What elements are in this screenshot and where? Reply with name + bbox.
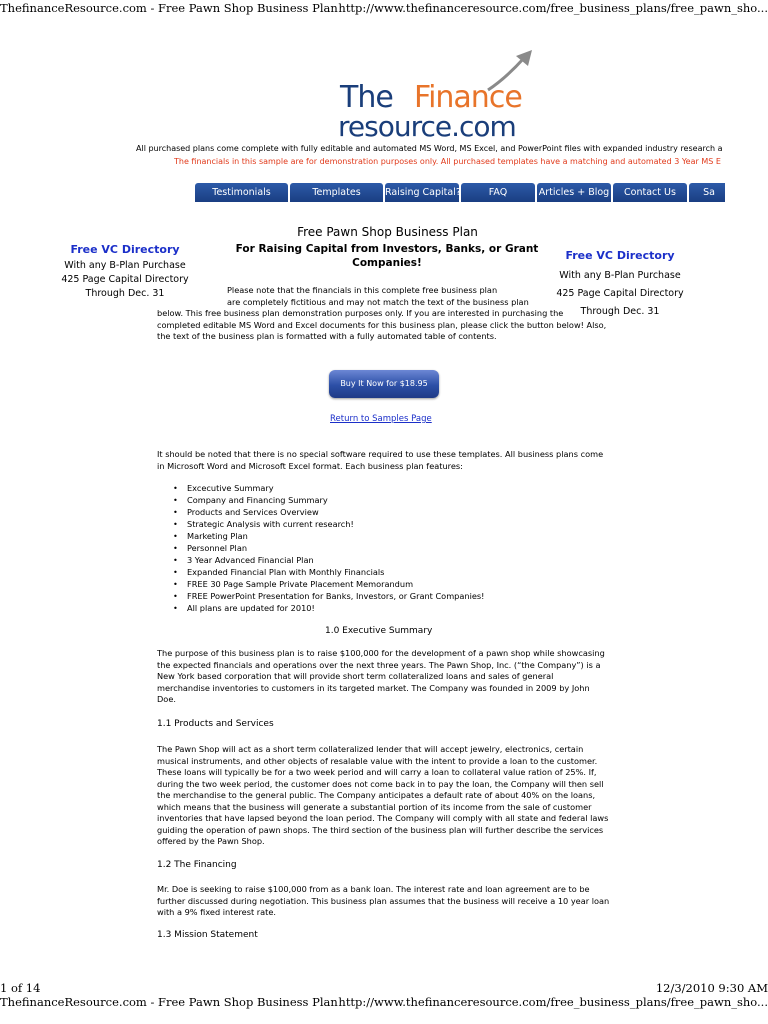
logo-resource: resource.com [338,110,516,143]
print-header-url: http://www.thefinanceresource.com/free_business_plans/free_pawn_sho... [338,995,768,1009]
return-to-samples-link[interactable]: Return to Samples Page [330,414,432,424]
buy-now-button[interactable]: Buy It Now for $18.95 [329,370,439,398]
section-heading-mission: 1.3 Mission Statement [157,930,258,940]
tagline: All purchased plans come complete with fully editable and automated MS Word, MS Excel, and PowerPoint files with expanded industry research a [136,144,723,153]
list-item: • FREE 30 Page Sample Private Placement Memorandum [173,578,484,590]
list-item: • Marketing Plan [173,530,484,542]
promo-line: Through Dec. 31 [85,288,165,299]
list-item: • FREE PowerPoint Presentation for Banks, Investors, or Grant Companies! [173,590,484,602]
list-item: • 3 Year Advanced Financial Plan [173,554,484,566]
nav-raising-capital[interactable]: Raising Capital? [385,183,459,202]
list-item: • Excecutive Summary [173,482,484,494]
promo-title[interactable]: Free VC Directory [565,249,675,262]
section-heading-financing: 1.2 The Financing [157,860,237,870]
list-item: • Expanded Financial Plan with Monthly Financials [173,566,484,578]
site-logo[interactable] [336,48,536,143]
promo-line: 425 Page Capital Directory [556,288,684,299]
nav-templates[interactable]: Templates [290,183,383,202]
disclaimer-line: are completely fictitious and may not match the text of the business plan [227,296,529,307]
intro-paragraph: It should be noted that there is no special software required to use these templates. All business plans come in Microsoft Word and Microsoft Excel format. Each business plan features: [157,449,604,471]
promo-title[interactable]: Free VC Directory [70,243,180,256]
executive-summary-paragraph: The purpose of this business plan is to raise $100,000 for the development of a pawn shop while showcasing the expected financials and operations over the next three years. The Pawn Shop, Inc. (“the Company”) is a New York based corporation that will provide short term collateralized loans and sales of general merchandise inventories to customers in its targeted market. The Company was founded in 2009 by John Doe. [157,648,605,704]
print-header-url: http://www.thefinanceresource.com/free_business_plans/free_pawn_sho... [338,1,768,15]
nav-testimonials[interactable]: Testimonials [195,183,288,202]
products-paragraph: The Pawn Shop will act as a short term collateralized lender that will accept jewelry, electronics, certain musical instruments, and other objects of resalable value with the intent to provide a loan to the customer. These loans will typically be for a two week period and will carry a loan to collateral value ration of 25%. If, during the two week period, the customer does not come back in to pay the loan, the Company will then sell the merchandise to the general public. The Company anticipates a default rate of about 40% on the loans, which means that the business will generate a substantial portion of its income from the sale of customer inventories that have lapsed beyond the loan period. The Company will comply with all state and federal laws guiding the operation of pawn shops. The third section of the business plan will further describe the services offered by the Pawn Shop. [157,744,609,846]
disclaimer-line: Please note that the financials in this complete free business plan [227,285,498,295]
promo-line: Through Dec. 31 [580,306,660,317]
print-datetime: 12/3/2010 9:30 AM [655,981,768,995]
demo-notice: The financials in this sample are for demonstration purposes only. All purchased templates have a matching and automated 3 Year MS E [174,157,721,166]
promo-line: 425 Page Capital Directory [61,274,189,285]
section-heading-products: 1.1 Products and Services [157,719,274,729]
nav-faq[interactable]: FAQ [461,183,535,202]
nav-samples[interactable]: Sa [689,183,725,202]
disclaimer-paragraph [157,285,607,343]
promo-line: With any B-Plan Purchase [559,270,681,281]
list-item: • All plans are updated for 2010! [173,602,484,614]
disclaimer-body: below. This free business plan demonstration purposes only. If you are interested in purchasing the completed editable MS Word and Excel documents for this business plan, please click the button below! Also, the text of the business plan is formatted with a fully automated table of contents. [157,308,607,341]
page-title: Free Pawn Shop Business Plan [297,225,478,239]
list-item: • Strategic Analysis with current research! [173,518,484,530]
nav-contact-us[interactable]: Contact Us [613,183,687,202]
section-heading-executive-summary: 1.0 Executive Summary [325,626,433,636]
nav-articles-blog[interactable]: Articles + Blog [537,183,611,202]
logo-finance: Finance [414,80,522,115]
list-item: • Products and Services Overview [173,506,484,518]
list-item: • Personnel Plan [173,542,484,554]
features-list [173,482,484,614]
page-subtitle: For Raising Capital from Investors, Banks, or Grant Companies! [235,243,539,269]
main-nav [195,183,725,202]
promo-line: With any B-Plan Purchase [64,260,186,271]
print-header-next-page [0,994,768,1010]
print-header-title: ThefinanceResource.com - Free Pawn Shop Business Plan [0,1,338,15]
print-header [0,0,768,16]
page-number: 1 of 14 [0,981,41,995]
logo-the: The [340,80,393,115]
financing-paragraph: Mr. Doe is seeking to raise $100,000 from as a bank loan. The interest rate and loan agreement are to be further discussed during negotiation. This business plan assumes that the business will receive a 10 year loan with a 9% fixed interest rate. [157,884,610,917]
list-item: • Company and Financing Summary [173,494,484,506]
print-header-title: ThefinanceResource.com - Free Pawn Shop Business Plan [0,995,338,1009]
